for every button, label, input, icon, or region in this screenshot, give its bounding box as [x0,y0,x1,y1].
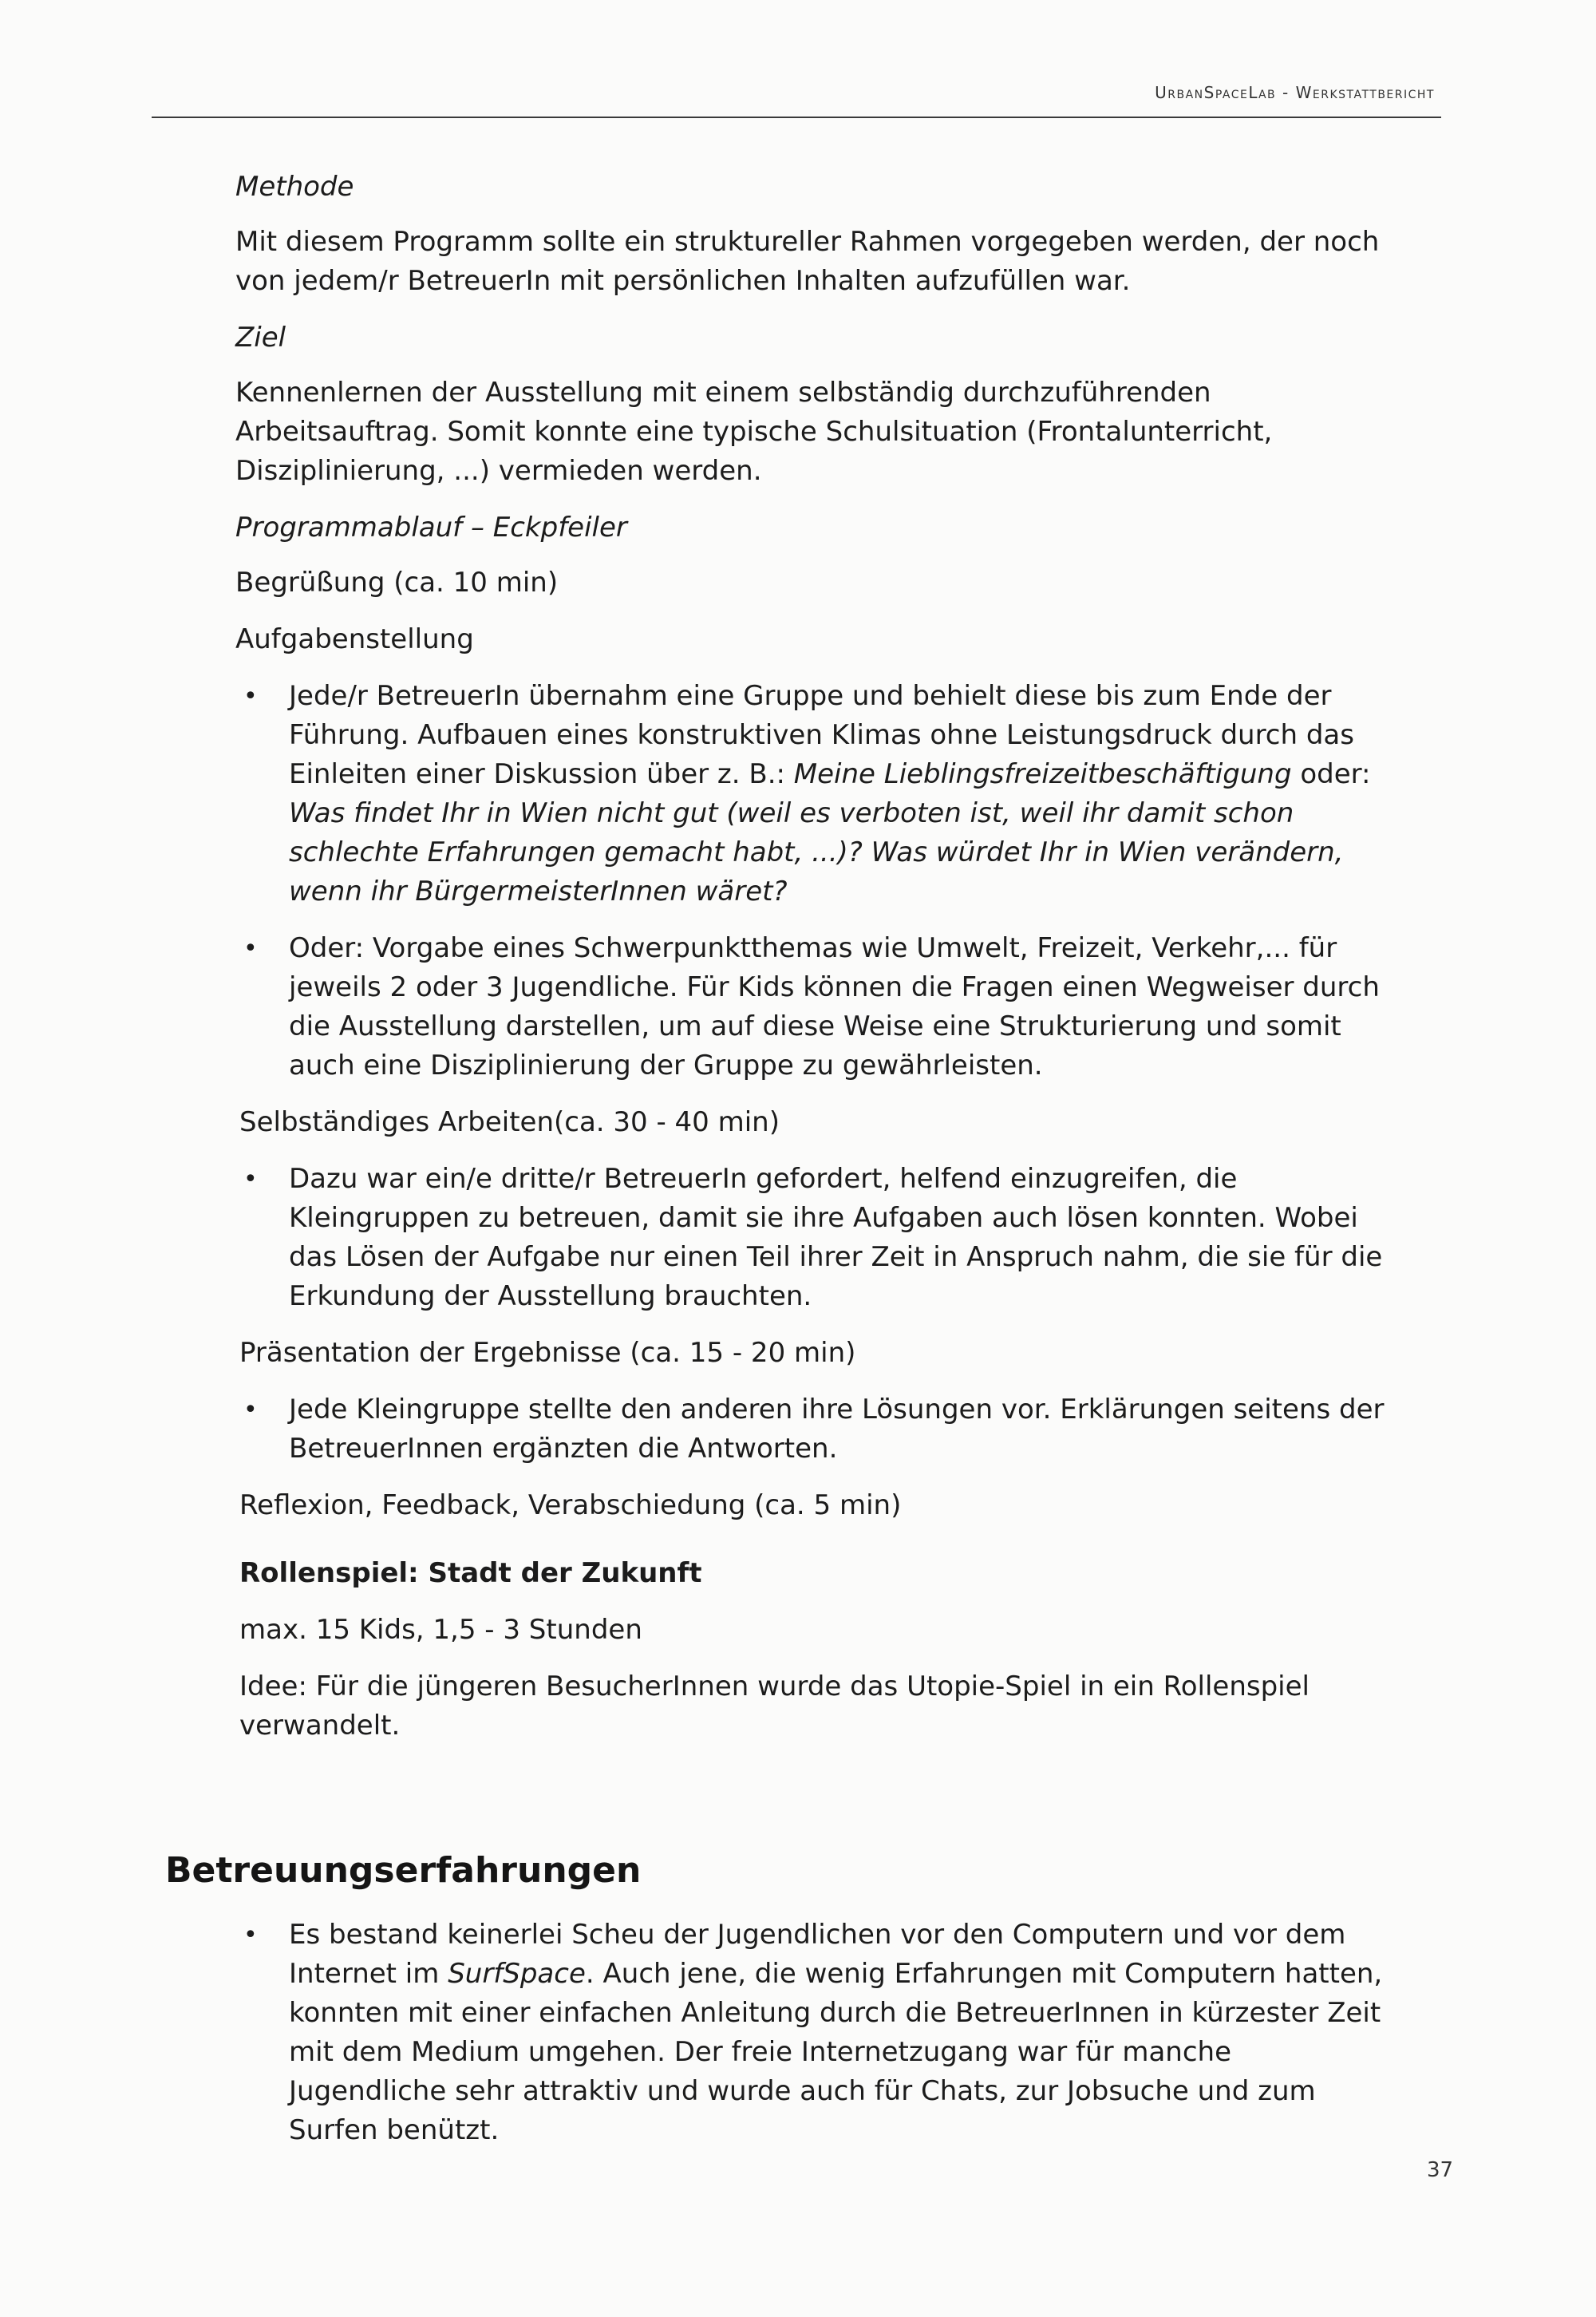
bullet-text: Jede Kleingruppe stellte den anderen ihre Lösungen vor. Erklärungen seitens der BetreuerInnen ergänzten die Antworten. [289,1394,1385,1465]
list-item [243,677,1385,911]
paragraph-idee: Idee: Für die jüngeren BesucherInnen wurde das Utopie-Spiel in ein Rollenspiel verwandelt. [239,1671,1310,1742]
list-item [243,1160,1385,1316]
paragraph-reflexion: Reflexion, Feedback, Verabschiedung (ca. 5 min) [239,1489,902,1521]
section-content [235,1916,1385,2168]
paragraph-aufgabenstellung: Aufgabenstellung [235,623,474,655]
paragraph-selbstaendiges: Selbständiges Arbeiten(ca. 30 - 40 min) [239,1106,780,1138]
list-item [243,1916,1385,2150]
paragraph-begruessung: Begrüßung (ca. 10 min) [235,567,559,599]
bullet-text: Jede/r BetreuerIn übernahm eine Gruppe und behielt diese bis zum Ende der Führung. Aufbauen eines konstruktiven Klimas ohne Leistungsdruck durch das Einleiten einer Diskussion über z. B.: Meine Lieblingsfreizeitbeschäftigung oder: Was findet Ihr in Wien nicht gut (weil es verboten ist, weil ihr damit schon schlechte Erfahrungen gemacht habt, ...)? Was würdet Ihr in Wien verändern, wenn ihr BürgermeisterInnen wäret? [289,680,1371,907]
label-programmablauf: Programmablauf – Eckpfeiler [235,512,627,544]
bullet-icon: • [243,682,258,710]
bullet-text: Es bestand keinerlei Scheu der Jugendlichen vor den Computern und vor dem Internet im SurfSpace. Auch jene, die wenig Erfahrungen mit Computern hatten, konnten mit einer einfachen Anleitung durch die BetreuerInnen in kürzester Zeit mit dem Medium umgehen. Der freie Internetzugang war für manche Jugendliche sehr attraktiv und wurde auch für Chats, zur Jobsuche und zum Surfen benützt. [289,1919,1383,2146]
label-ziel: Ziel [235,322,286,354]
main-content [235,168,1385,1763]
running-header [152,80,1441,118]
page-number: 37 [1427,2158,1454,2182]
heading-rollenspiel: Rollenspiel: Stadt der Zukunft [239,1557,702,1589]
bullet-text: Dazu war ein/e dritte/r BetreuerIn gefordert, helfend einzugreifen, die Kleingruppen zu betreuen, damit sie ihre Aufgaben auch lösen konnten. Wobei das Lösen der Aufgabe nur einen Teil ihrer Zeit in Anspruch nahm, die sie für die Erkundung der Ausstellung brauchten. [289,1163,1383,1312]
label-methode: Methode [235,171,354,203]
paragraph-praesentation: Präsentation der Ergebnisse (ca. 15 - 20 min) [239,1337,856,1369]
list-item [243,929,1385,1085]
paragraph-ziel: Kennenlernen der Ausstellung mit einem selbständig durchzuführenden Arbeitsauftrag. Somit konnte eine typische Schulsituation (Frontalunterricht, Disziplinierung, ...) vermieden werden. [235,377,1273,487]
bullet-icon: • [243,1396,258,1424]
section-title-betreuungserfahrungen: Betreuungserfahrungen [165,1850,642,1891]
list-item [243,1390,1385,1469]
bullet-text: Oder: Vorgabe eines Schwerpunktthemas wie Umwelt, Freizeit, Verkehr,... für jeweils 2 oder 3 Jugendliche. Für Kids können die Fragen einen Wegweiser durch die Ausstellung darstellen, um auf diese Weise eine Strukturierung und somit auch eine Disziplinierung der Gruppe zu gewährleisten. [289,932,1380,1081]
bullet-icon: • [243,1921,258,1949]
bullet-icon: • [243,935,258,963]
paragraph-methode: Mit diesem Programm sollte ein struktureller Rahmen vorgegeben werden, der noch von jedem/r BetreuerIn mit persönlichen Inhalten aufzufüllen war. [235,226,1380,297]
paragraph-max-kids: max. 15 Kids, 1,5 - 3 Stunden [239,1614,642,1646]
bullet-icon: • [243,1165,258,1193]
running-title: UrbanSpaceLab - Werkstattbericht [1155,83,1435,102]
